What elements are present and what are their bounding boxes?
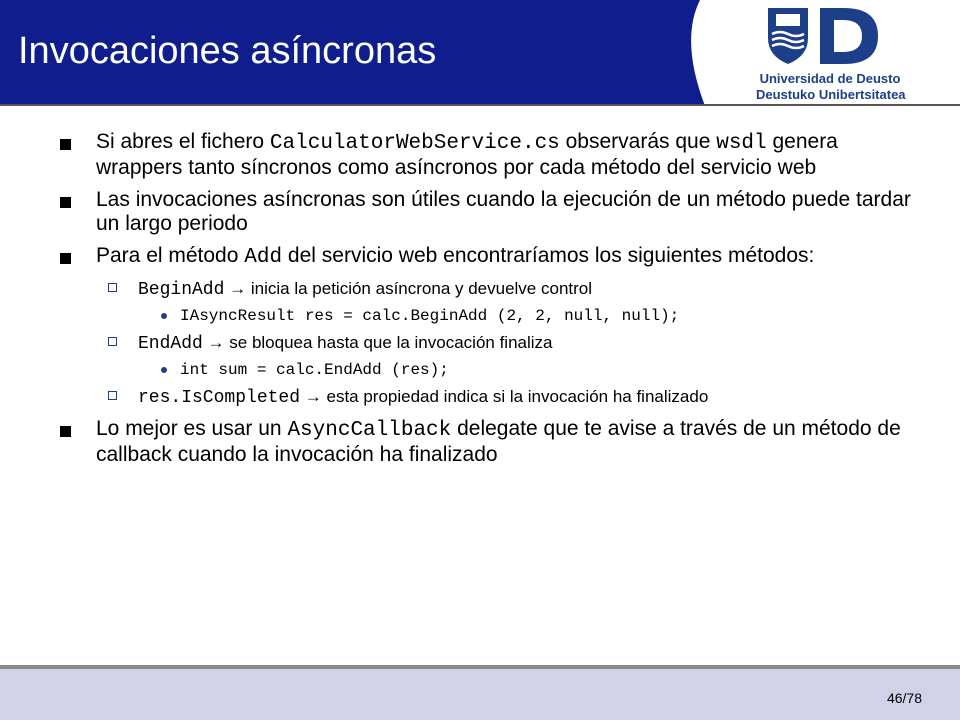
arrow-icon: → <box>300 387 327 406</box>
hollow-square-bullet-icon <box>108 337 117 346</box>
logo-line1: Universidad de Deusto <box>759 71 901 86</box>
code-example-endadd: int sum = calc.EndAdd (res); <box>60 360 930 381</box>
square-bullet-icon <box>60 139 71 150</box>
square-bullet-icon <box>60 253 71 264</box>
square-bullet-icon <box>60 426 71 437</box>
subbullet-iscompleted: res.IsCompleted → esta propiedad indica si la invocación ha finalizado <box>60 386 930 409</box>
bullet-3: Para el método Add del servicio web encontraríamos los siguientes métodos: <box>60 244 930 270</box>
logo-line2: Deustuko Unibertsitatea <box>756 87 906 102</box>
slide-title: Invocaciones asíncronas <box>18 30 437 72</box>
square-bullet-icon <box>60 197 71 208</box>
bullet-1: Si abres el fichero CalculatorWebService.cs observarás que wsdl genera wrappers tanto síncronos como asíncronos por cada método del servicio web <box>60 130 930 180</box>
page-number: 46/78 <box>886 690 922 706</box>
bullet-2: Las invocaciones asíncronas son útiles cuando la ejecución de un método puede tardar un largo periodo <box>60 188 930 236</box>
slide-header <box>0 0 960 106</box>
hollow-square-bullet-icon <box>108 283 117 292</box>
subbullet-endadd: EndAdd → se bloquea hasta que la invocación finaliza <box>60 332 930 355</box>
slide-content <box>60 130 930 475</box>
arrow-icon: → <box>202 333 230 352</box>
slide-footer <box>0 665 960 720</box>
dot-bullet-icon <box>161 313 167 319</box>
dot-bullet-icon <box>161 367 167 373</box>
bullet-4: Lo mejor es usar un AsyncCallback delegate que te avise a través de un método de callback cuando la invocación ha finalizado <box>60 417 930 467</box>
code-example-beginadd: IAsyncResult res = calc.BeginAdd (2, 2, null, null); <box>60 306 930 327</box>
subbullet-beginadd: BeginAdd → inicia la petición asíncrona y devuelve control <box>60 278 930 301</box>
hollow-square-bullet-icon <box>108 391 117 400</box>
arrow-icon: → <box>224 279 251 298</box>
